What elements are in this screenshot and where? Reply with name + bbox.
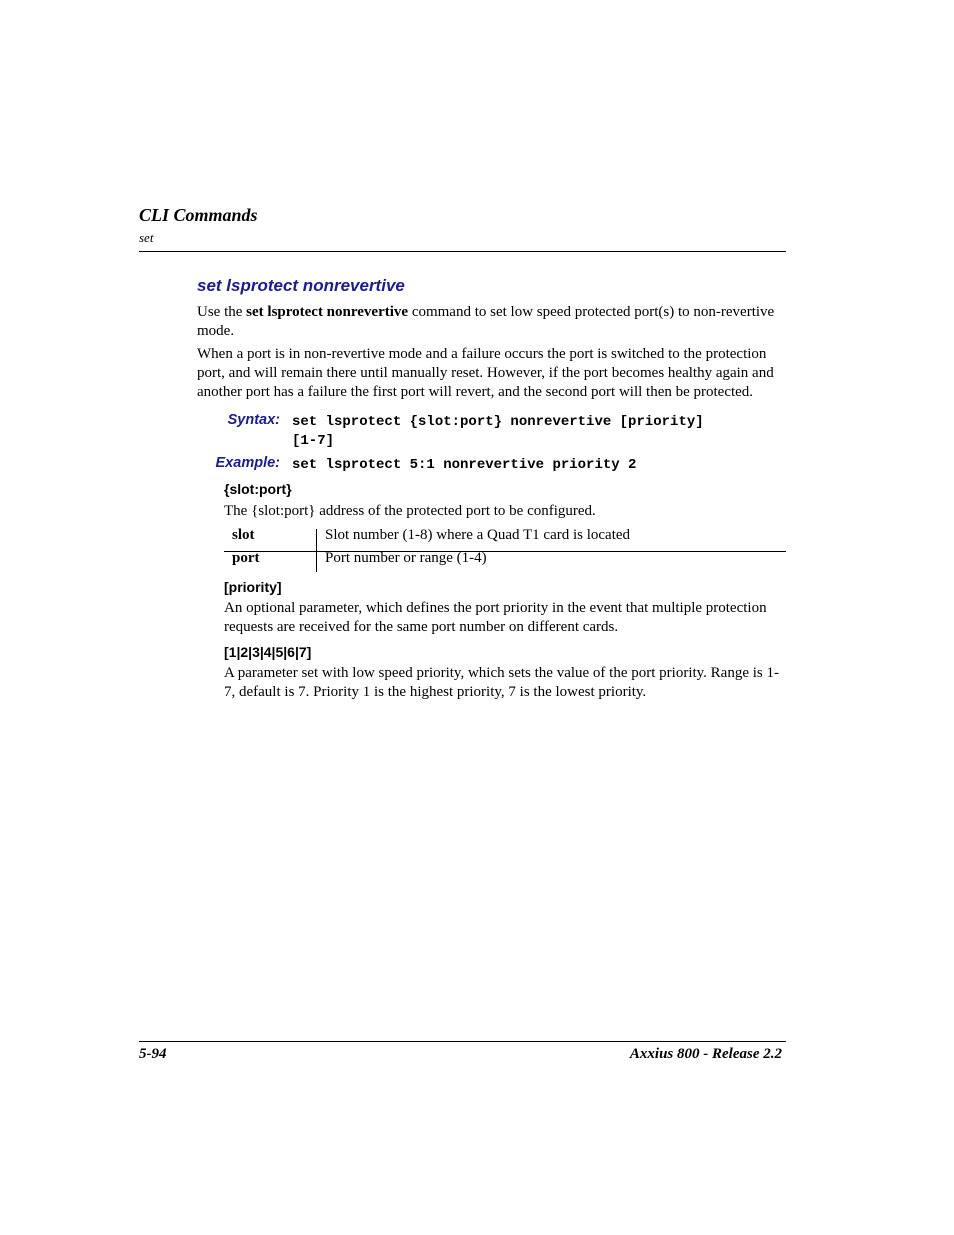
footer-rule: [139, 1041, 786, 1042]
table-row-key-port: port: [232, 550, 260, 566]
param-text-slot-port: The {slot:port} address of the protected port to be configured.: [224, 503, 596, 519]
description-paragraph: When a port is in non-revertive mode and a failure occurs the port is switched to the protection port, and will remain there until manually reset. However, if the port becomes healthy again and another port has a failure the first port will revert, and the second port will then be protected.: [197, 346, 774, 400]
section-title: set lsprotect nonrevertive: [197, 276, 405, 295]
param-heading-slot-port: {slot:port}: [224, 481, 292, 497]
table-row-value-slot: Slot number (1-8) where a Quad T1 card is located: [325, 527, 631, 543]
param-heading-priority: [priority]: [224, 579, 282, 595]
intro-paragraph: [197, 303, 786, 341]
product-release: Axxius 800 - Release 2.2: [629, 1046, 782, 1062]
param-text-range: A parameter set with low speed priority, which sets the value of the port priority. Range is 1-7, default is 7. Priority 1 is the highest priority, 7 is the lowest priority.: [224, 665, 779, 700]
chapter-subtitle: set: [139, 230, 154, 245]
intro-command: set lsprotect nonrevertive: [246, 304, 409, 320]
example-code: set lsprotect 5:1 nonrevertive priority 2: [292, 457, 637, 473]
page-number: 5-94: [139, 1046, 167, 1062]
param-text-priority: An optional parameter, which defines the port priority in the event that multiple protection requests are received for the same port number on different cards.: [224, 600, 767, 635]
table-row-key-slot: slot: [232, 527, 255, 543]
syntax-code-line2: [1-7]: [292, 433, 335, 449]
table-divider: [224, 551, 786, 552]
example-label: Example:: [215, 455, 280, 471]
chapter-title: CLI Commands: [139, 205, 258, 225]
table-column-divider: [316, 529, 317, 572]
table-row-value-port: Port number or range (1-4): [325, 550, 487, 566]
syntax-code-line1: set lsprotect {slot:port} nonrevertive [priority]: [292, 414, 704, 430]
param-heading-range: [1|2|3|4|5|6|7]: [224, 644, 312, 660]
intro-suffix: command to set low speed protected port(s) to non-revertive mode.: [197, 304, 775, 339]
intro-prefix: Use the: [197, 304, 247, 320]
syntax-label: Syntax:: [227, 412, 280, 428]
header-rule: [139, 251, 786, 252]
